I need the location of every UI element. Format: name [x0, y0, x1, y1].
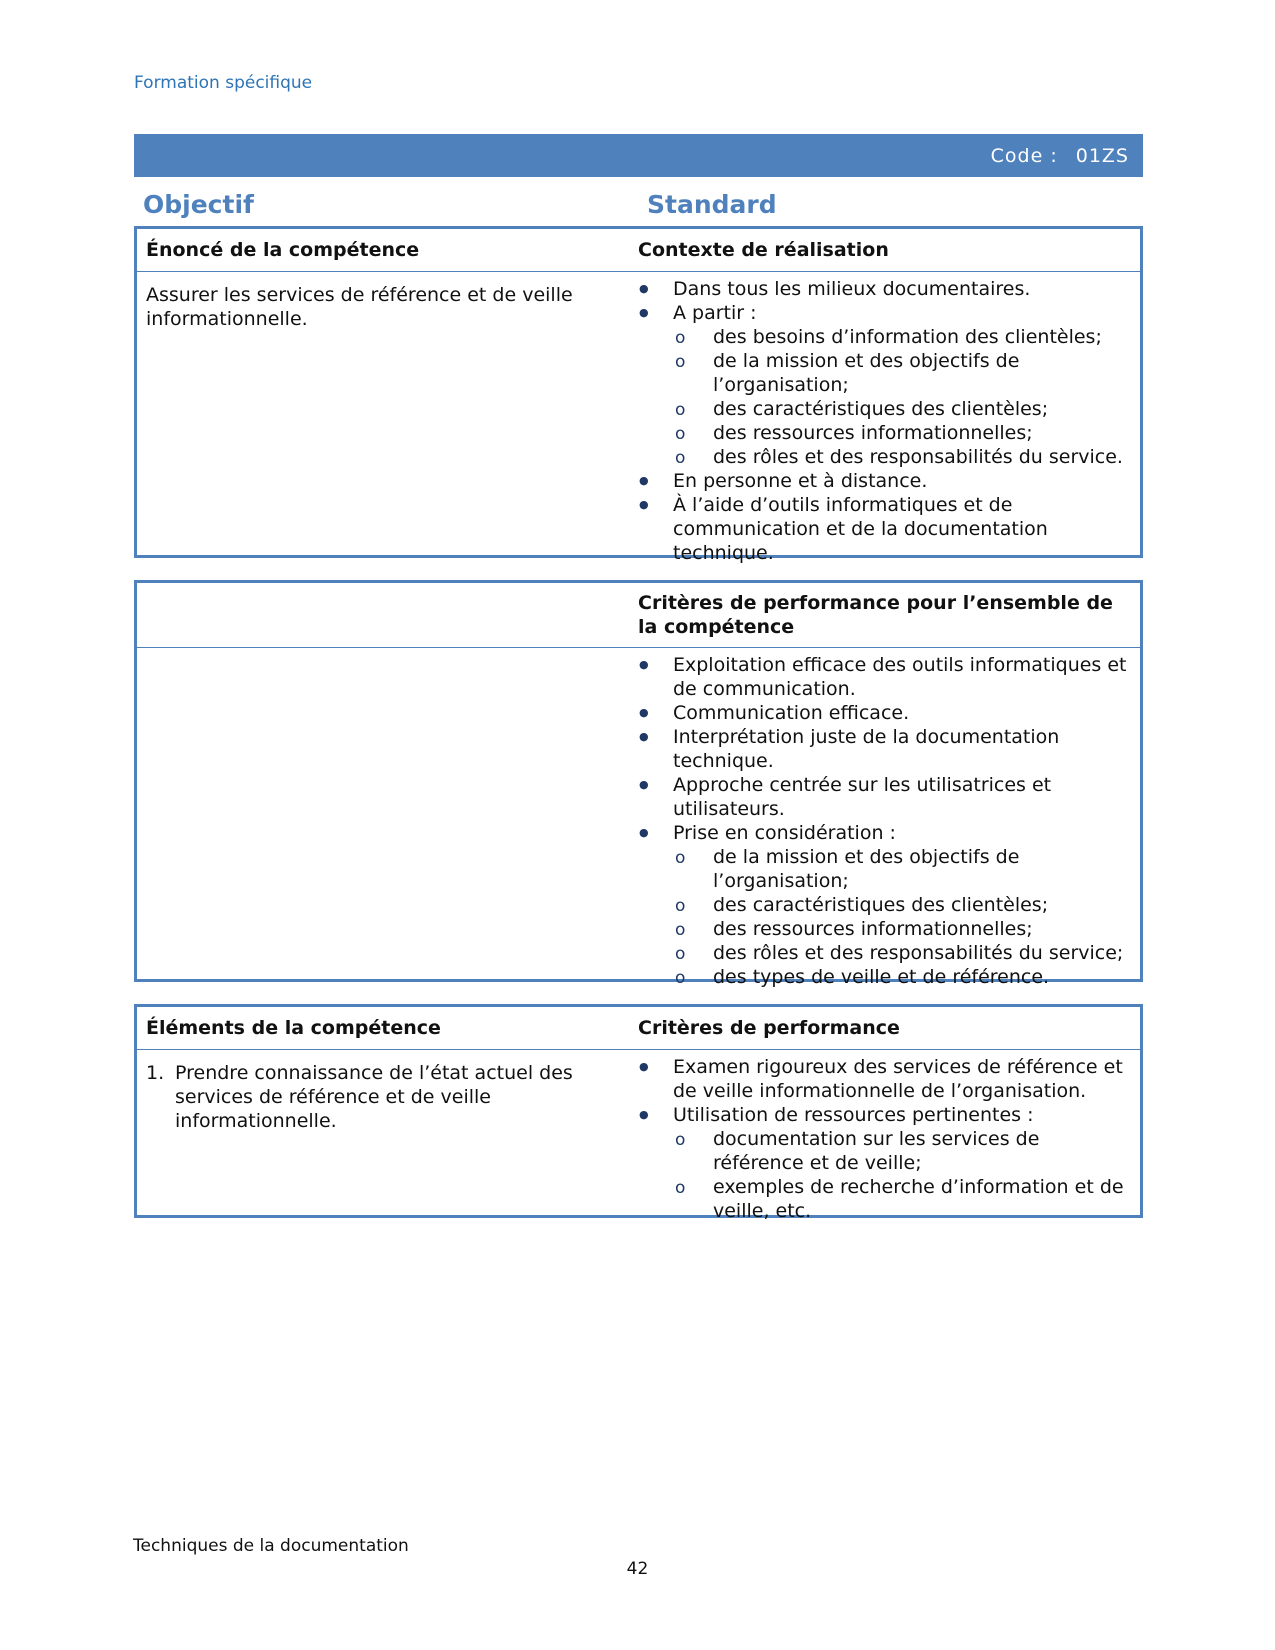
global-criteria-heading: Critères de performance pour l’ensemble de la compétence	[638, 592, 1113, 638]
sub-list-item: o de la mission et des objectifs de l’organisation;	[673, 845, 1131, 893]
sub-list-item: o de la mission et des objectifs de l’organisation;	[673, 349, 1131, 397]
context-list-cell	[629, 277, 1140, 565]
empty-body-cell	[137, 653, 629, 989]
elements-table	[134, 1004, 1143, 1222]
table-header-row	[137, 229, 1140, 272]
elements-heading: Éléments de la compétence	[146, 1017, 441, 1039]
sub-list-item: o des rôles et des responsabilités du service.	[673, 445, 1131, 469]
bullet-item	[638, 725, 1131, 773]
sub-list	[673, 325, 1131, 469]
bullet-item	[638, 277, 1131, 301]
table-header-row	[137, 583, 1140, 648]
footer-program-title: Techniques de la documentation	[133, 1536, 409, 1556]
global-criteria-table	[134, 580, 1143, 988]
objectif-title: Objectif	[143, 190, 254, 219]
context-heading: Contexte de réalisation	[638, 239, 889, 261]
table-header-row	[137, 1007, 1140, 1050]
elements-list	[146, 1061, 620, 1133]
bullet-item	[638, 493, 1131, 565]
elements-cell	[137, 1055, 629, 1223]
sub-list-item: o des types de veille et de référence.	[673, 965, 1131, 989]
element-criteria-list	[638, 1055, 1131, 1223]
criteria-cell	[629, 1055, 1140, 1223]
sub-list-item: o des besoins d’information des clientèles;	[673, 325, 1131, 349]
bullet-text: Examen rigoureux des services de référence et de veille informationnelle de l’organisation.	[673, 1056, 1123, 1102]
code-bar	[134, 134, 1143, 177]
bullet-text: Approche centrée sur les utilisatrices et utilisateurs.	[673, 774, 1052, 820]
bullet-item	[638, 653, 1131, 701]
bullet-item	[638, 301, 1131, 469]
sub-list-item: o documentation sur les services de référence et de veille;	[673, 1127, 1131, 1175]
sub-list-item: o exemples de recherche d’information et de veille, etc.	[673, 1175, 1131, 1223]
code-value: 01ZS	[1075, 144, 1129, 167]
bullet-item	[638, 773, 1131, 821]
bullet-item	[638, 1103, 1131, 1223]
bullet-text: Dans tous les milieux documentaires.	[673, 278, 1031, 300]
context-list	[638, 277, 1131, 565]
table-body-row	[137, 1050, 1140, 1223]
competence-statement: Assurer les services de référence et de veille informationnelle.	[146, 284, 573, 330]
bullet-text: Prise en considération :	[673, 822, 896, 844]
page-number: 42	[626, 1559, 649, 1579]
bullet-item	[638, 469, 1131, 493]
bullet-text: Utilisation de ressources pertinentes :	[673, 1104, 1034, 1126]
bullet-text: A partir :	[673, 302, 757, 324]
code-label: Code :	[990, 144, 1058, 167]
global-criteria-cell	[629, 653, 1140, 989]
bullet-item	[638, 1055, 1131, 1103]
bullet-text: Communication efficace.	[673, 702, 910, 724]
sub-list	[673, 845, 1131, 989]
sub-list-item: o des rôles et des responsabilités du service;	[673, 941, 1131, 965]
sub-list-item: o des ressources informationnelles;	[673, 917, 1131, 941]
bullet-text: Exploitation efficace des outils informatiques et de communication.	[673, 654, 1127, 700]
element-item	[146, 1061, 620, 1133]
bullet-text: En personne et à distance.	[673, 470, 928, 492]
sub-list-item: o des caractéristiques des clientèles;	[673, 397, 1131, 421]
element-number: 1.	[146, 1062, 165, 1084]
table-body-row	[137, 648, 1140, 989]
standard-title: Standard	[647, 190, 777, 219]
running-header: Formation spécifique	[134, 73, 313, 93]
sub-list-item: o des ressources informationnelles;	[673, 421, 1131, 445]
bullet-item	[638, 821, 1131, 989]
element-text: Prendre connaissance de l’état actuel des services de référence et de veille informationnelle.	[175, 1062, 573, 1132]
bullet-text: Interprétation juste de la documentation technique.	[673, 726, 1060, 772]
global-criteria-list	[638, 653, 1131, 989]
sub-list-item: o des caractéristiques des clientèles;	[673, 893, 1131, 917]
table-body-row	[137, 272, 1140, 565]
statement-heading: Énoncé de la compétence	[146, 239, 420, 261]
bullet-item	[638, 701, 1131, 725]
sub-list	[673, 1127, 1131, 1223]
criteria-heading: Critères de performance	[638, 1017, 900, 1039]
bullet-text: À l’aide d’outils informatiques et de communication et de la documentation technique.	[673, 494, 1048, 564]
competence-statement-table	[134, 226, 1143, 564]
